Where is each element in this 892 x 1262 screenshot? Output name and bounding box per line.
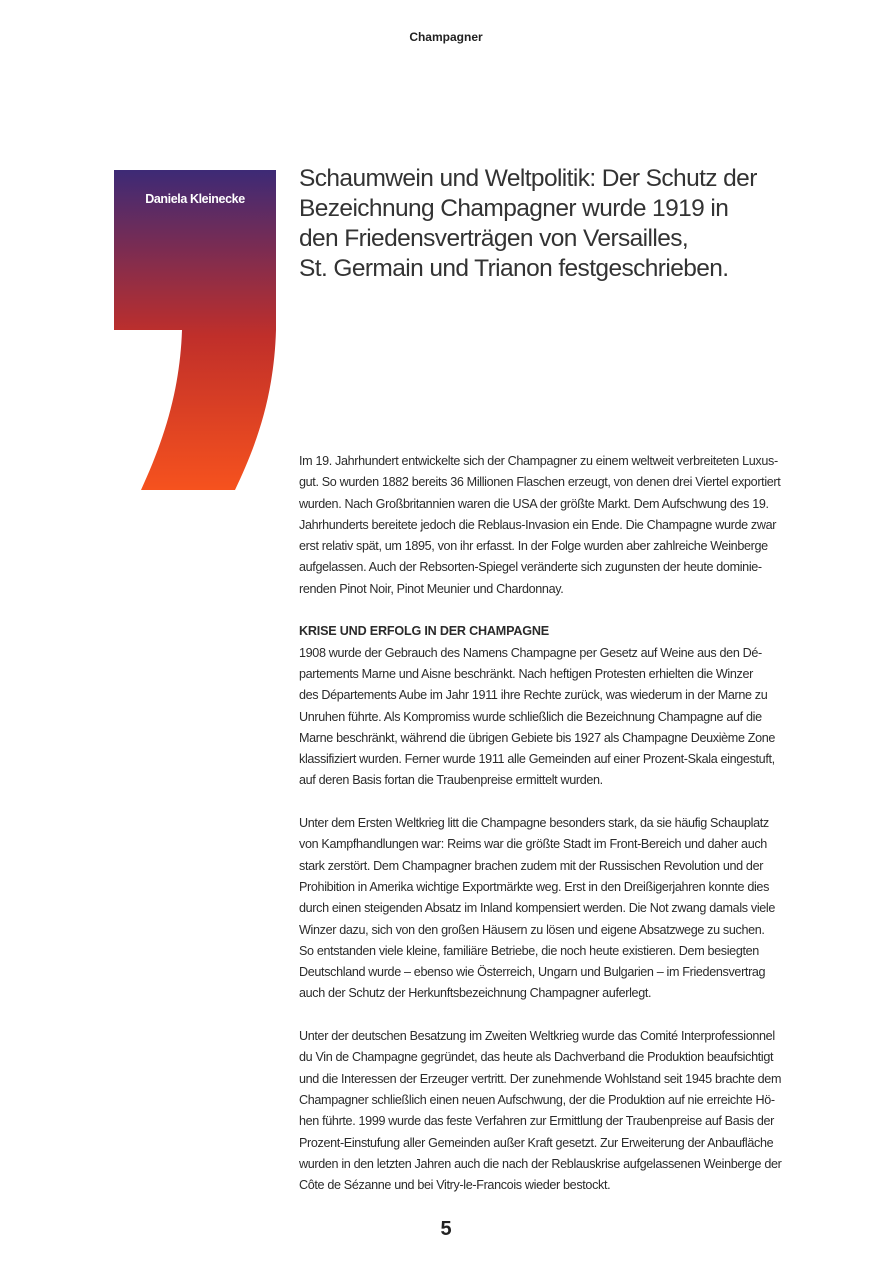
text-line: partements Marne und Aisne beschränkt. Nach heftigen Protesten erhielten die Winzer — [299, 666, 753, 681]
text-line: Winzer dazu, sich von den großen Häusern zu lösen und eigene Absatzwege zu suchen. — [299, 922, 765, 937]
text-line: Im 19. Jahrhundert entwickelte sich der Champagner zu einem weltweit verbreiteten Luxus- — [299, 454, 778, 468]
text-line: Schaumwein und Weltpolitik: Der Schutz der — [299, 165, 757, 192]
section-heading: KRISE UND ERFOLG IN DER CHAMPAGNE — [299, 624, 549, 639]
text-line: Unter dem Ersten Weltkrieg litt die Champagne besonders stark, da sie häufig Schauplatz — [299, 816, 769, 831]
text-line: hen führte. 1999 wurde das feste Verfahren zur Ermittlung der Traubenpreise auf Basis der — [299, 1114, 774, 1129]
text-line: von Kampfhandlungen war: Reims war die größte Stadt im Front-Bereich und daher auch — [299, 837, 767, 852]
text-line: und die Interessen der Erzeuger vertritt. Der zunehmende Wohlstand seit 1945 brachte dem — [299, 1071, 782, 1086]
text-line: auf deren Basis fortan die Traubenpreise ermittelt wurden. — [299, 773, 603, 788]
text-line: aufgelassen. Auch der Rebsorten-Spiegel veränderte sich zugunsten der heute dominie- — [299, 560, 762, 575]
text-line: Jahrhunderts bereitete jedoch die Reblaus-Invasion ein Ende. Die Champagne wurde zwar — [299, 517, 777, 532]
text-line: Côte de Sézanne und bei Vitry-le-Francois wieder bestockt. — [299, 1178, 611, 1193]
text-line: Deutschland wurde – ebenso wie Österreich, Ungarn und Bulgarien – im Friedensvertrag — [299, 965, 766, 980]
text-line: den Friedensverträgen von Versailles, — [299, 225, 689, 252]
text-line: renden Pinot Noir, Pinot Meunier und Chardonnay. — [299, 581, 564, 596]
pull-quote — [299, 164, 757, 284]
text-line: auch der Schutz der Herkunftsbezeichnung Champagner auferlegt. — [299, 986, 652, 1001]
text-line: gut. So wurden 1882 bereits 36 Millionen Flaschen erzeugt, von denen drei Viertel exportiert — [299, 475, 781, 490]
page-number: 5 — [440, 1218, 452, 1240]
comma-shape — [114, 170, 276, 490]
text-line: 1908 wurde der Gebrauch des Namens Champagne per Gesetz auf Weine aus den Dé- — [299, 645, 762, 660]
text-line: du Vin de Champagne gegründet, das heute als Dachverband die Produktion beaufsichtigt — [299, 1050, 774, 1065]
text-line: erst relativ spät, um 1895, von ihr erfasst. In der Folge wurden aber zahlreiche Weinberge — [299, 539, 768, 554]
text-line: Unruhen führte. Als Kompromiss wurde schließlich die Bezeichnung Champagne auf die — [299, 709, 762, 724]
text-line: Bezeichnung Champagner wurde 1919 in — [299, 195, 729, 222]
text-line: Unter der deutschen Besatzung im Zweiten Weltkrieg wurde das Comité Interprofessionnel — [299, 1029, 775, 1044]
article-body — [299, 451, 839, 1218]
text-line: Champagner schließlich einen neuen Aufschwung, der die Produktion auf nie erreichte Hö- — [299, 1092, 775, 1107]
text-line: des Départements Aube im Jahr 1911 ihre Rechte zurück, was wiederum in der Marne zu — [299, 688, 768, 703]
text-line: durch einen steigenden Absatz im Inland kompensiert werden. Die Not zwang damals viele — [299, 901, 776, 916]
quote-comma-graphic — [114, 170, 276, 492]
text-line: stark zerstört. Dem Champagner brachen zudem mit der Russischen Revolution und der — [299, 858, 764, 873]
text-line: Prohibition in Amerika wichtige Exportmärkte weg. Erst in den Dreißigerjahren konnte dies — [299, 879, 770, 894]
text-line: Marne beschränkt, während die übrigen Gebiete bis 1927 als Champagne Deuxième Zone — [299, 730, 776, 745]
text-line: wurden in den letzten Jahren auch die nach der Reblauskrise aufgelassenen Weinberge der — [299, 1156, 782, 1171]
paragraph-1 — [299, 451, 839, 600]
text-line: klassifiziert wurden. Ferner wurde 1911 alle Gemeinden auf einer Prozent-Skala eingestuft, — [299, 752, 775, 767]
paragraph-2 — [299, 643, 839, 792]
text-line: wurden. Nach Großbritannien waren die USA der größte Markt. Dem Aufschwung des 19. — [299, 496, 769, 511]
running-header: Champagner — [409, 30, 483, 44]
paragraph-4 — [299, 1026, 839, 1196]
text-line: Prozent-Einstufung aller Gemeinden außer Kraft gesetzt. Zur Erweiterung der Anbaufläche — [299, 1135, 774, 1150]
paragraph-3 — [299, 813, 839, 1005]
text-line: So entstanden viele kleine, familiäre Betriebe, die noch heute existieren. Dem besiegten — [299, 943, 759, 958]
author-name: Daniela Kleinecke — [145, 192, 245, 206]
text-line: St. Germain und Trianon festgeschrieben. — [299, 255, 729, 282]
